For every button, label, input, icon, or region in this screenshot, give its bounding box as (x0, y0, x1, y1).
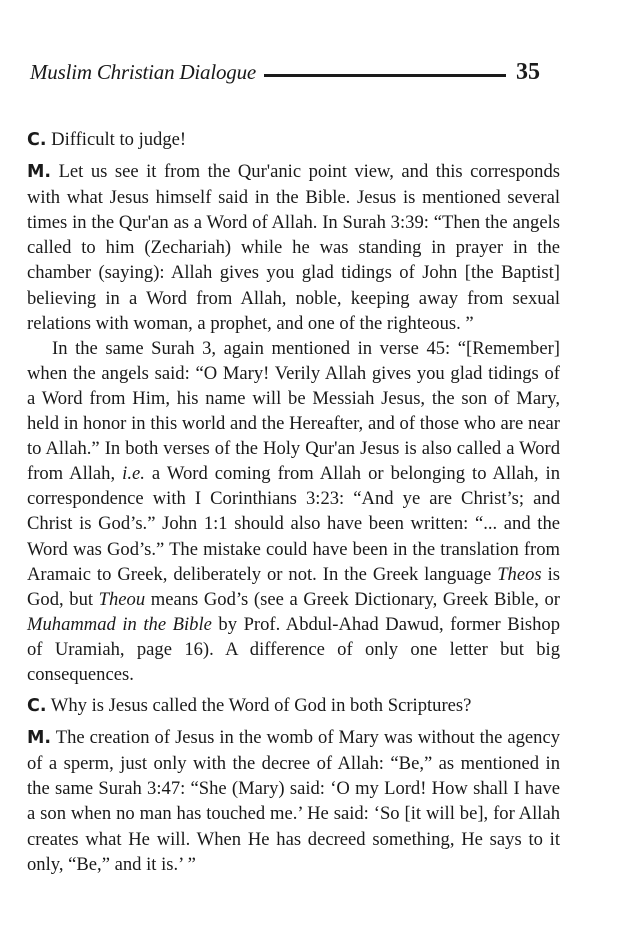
header-rule (264, 74, 506, 77)
paragraph-text: The creation of Jesus in the womb of Mary was without the agency of a sperm, just only with the decree of Allah: “Be,” as mentioned in the same Surah 3:47: “She (Mary) said: ‘O my Lord! How shall I have a son when no man has touched me.’ He said: ‘So [it will be], for Allah creates what He will. When He has decreed something, He says to it only, “Be,” and it is.’ ” (27, 727, 560, 875)
paragraph-text: Let us see it from the Qur'anic point view, and this corresponds with what Jesus himself said in the Bible. Jesus is mentioned several times in the Qur'an as a Word of Allah. In Surah 3:39: “Then the angels called to him (Zechariah) while he was standing in prayer in the chamber (saying): Allah gives you glad tidings of John [the Baptist] believing in a Word from Allah, noble, keeping away from sexual relations with woman, a prophet, and one of the righteous. ” (27, 161, 560, 334)
speaker-label: C. (27, 696, 47, 717)
paragraph-c-1 (27, 127, 560, 153)
text-segment: In the same Surah 3, again mentioned in verse 45: “[Remember] when the angels said: “O Mary! Verily Allah gives you glad tidings of a Word from Him, his name will be Messiah Jesus, the son of Mary, held in honor in this world and the Hereafter, and of those who are near to Allah.” In both verses of the Holy Qur'an Jesus is also called a Word from Allah, (27, 337, 560, 485)
speaker-label: M. (27, 728, 52, 749)
paragraph-m-2 (27, 725, 560, 877)
italic-book-title: Muhammad in the Bible (27, 613, 212, 635)
paragraph-text: Why is Jesus called the Word of God in both Scriptures? (46, 695, 472, 717)
paragraph-continuation (27, 336, 560, 687)
italic-theou: Theou (98, 588, 146, 610)
italic-ie: i.e. (122, 463, 145, 485)
text-segment: is God, but (27, 563, 560, 610)
body-text (27, 127, 560, 877)
speaker-label: M. (27, 162, 52, 183)
running-header (30, 55, 540, 89)
text-segment: a Word coming from Allah or belonging to Allah, in correspondence with I Corinthians 3:23: “And ye are Christ’s; and Christ is God’s.” John 1:1 should also have been written: “... and the Word was God’s.” The mistake could have been in the translation from Aramaic to Greek, deliberately or not. In the Greek language (27, 463, 560, 585)
paragraph-text: Difficult to judge! (46, 129, 187, 150)
speaker-label: C. (27, 130, 47, 150)
book-title: Muslim Christian Dialogue (30, 59, 257, 84)
paragraph-m-1 (27, 159, 560, 336)
text-segment: by Prof. Abdul-Ahad Dawud, former Bishop of Uramiah, page 16). A difference of only one letter but big consequences. (27, 613, 560, 685)
paragraph-c-2 (27, 693, 560, 719)
italic-theos: Theos (497, 563, 542, 585)
page-number: 35 (516, 58, 540, 85)
text-segment: means God’s (see a Greek Dictionary, Greek Bible, or (145, 588, 560, 610)
